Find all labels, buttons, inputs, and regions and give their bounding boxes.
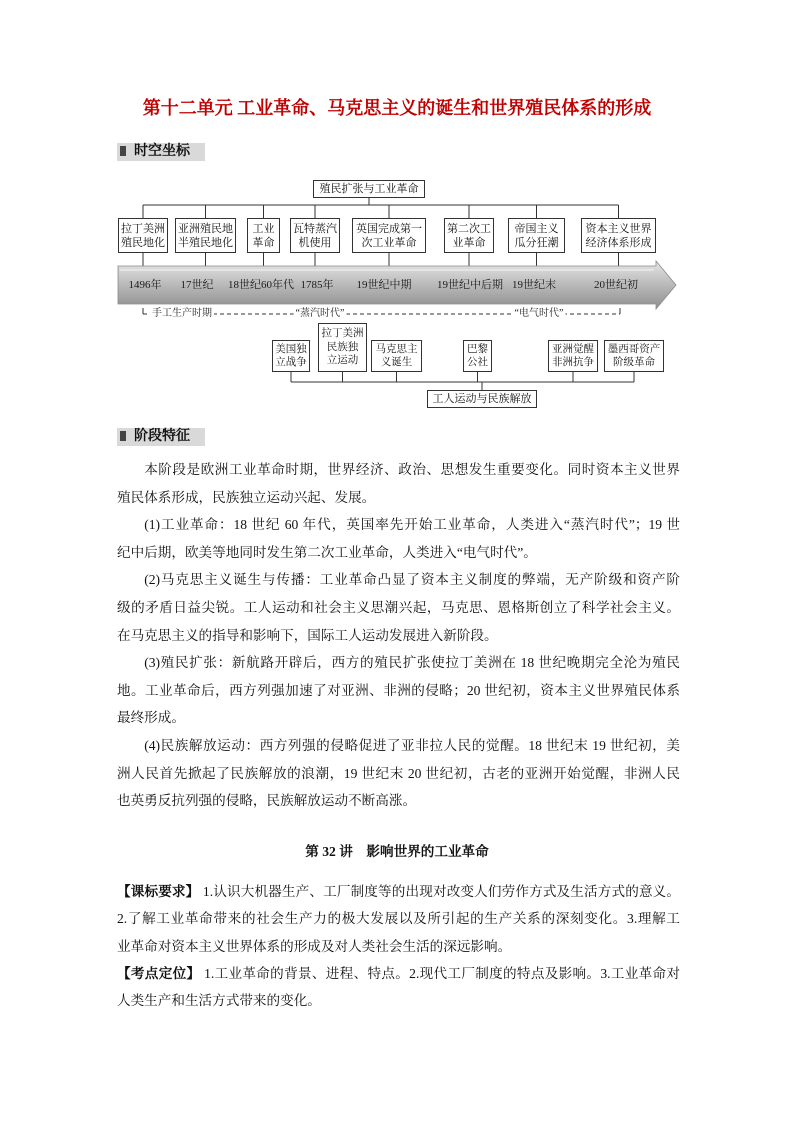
movement-box-asia-africa-awakening [548,340,598,372]
event-text: 次工业革命 [361,236,417,249]
movement-text: 拉丁美洲 [321,328,364,340]
timeline-date: 1785年 [300,279,334,291]
timeline-date: 19世纪末 [512,279,556,291]
requirements-block [117,878,680,1014]
event-box-second-industrial-revolution [444,218,494,253]
movement-text: 马克思主 [375,343,418,355]
paragraph-line: 最终形成。 [117,710,185,726]
paragraph-line: 地。工业革命后，西方列强加速了对亚洲、非洲的侵略；20 世纪初，资本主义世界殖民体系 [117,682,680,698]
timeline-date: 18世纪60年代 [228,279,294,291]
movement-text: 巴黎 [467,343,488,355]
requirements-line: 2.了解工业革命带来的社会生产力的极大发展以及所引起的生产关系的深刻变化。3.理解工 [117,911,680,927]
paragraph-line: (1)工业革命：18 世纪 60 年代，英国率先开始工业革命，人类进入“蒸汽时代”；19 世 [144,517,680,533]
paragraph-line: 在马克思主义的指导和影响下，国际工人运动发展进入新阶段。 [117,627,498,643]
timeline-date: 20世纪初 [594,279,638,291]
movement-text: 公社 [467,357,488,368]
event-text: 帝国主义 [514,222,559,235]
movement-text: 阶级革命 [613,357,655,368]
exam-points-line: 人类生产和生活方式带来的变化。 [117,993,321,1009]
event-text: 工业 [252,222,275,235]
movement-text: 美国独 [275,343,307,355]
event-box-asia-colonization [175,218,236,253]
movement-box-marxism-birth [371,340,422,372]
event-text: 革命 [252,236,275,249]
top-label-text: 殖民扩张与工业革命 [319,183,419,195]
unit-title: 第十二单元 工业革命、马克思主义的诞生和世界殖民体系的形成 [142,98,652,118]
movement-box-latin-america-independence [318,323,367,372]
bottom-label-box [427,390,537,408]
paragraph-line: 级的矛盾日益尖锐。工人运动和社会主义思潮兴起，马克思、恩格斯创立了科学社会主义。 [117,599,680,615]
event-text: 英国完成第一 [356,222,422,235]
square-bullet-icon [120,431,126,441]
event-box-watt-steam-engine [290,218,340,253]
event-box-industrial-revolution [247,218,280,253]
movement-text: 民族独 [326,341,359,353]
timeline-date: 19世纪中后期 [437,279,503,291]
event-text: 业革命 [452,236,486,249]
timeline-date: 1496年 [128,279,162,291]
paragraph-line: (3)殖民扩张：新航路开辟后，西方的殖民扩张使拉丁美洲在 18 世纪晚期完全沦为殖民 [144,655,680,671]
period-label-electric-age: “电气时代” [514,308,564,319]
period-label-steam-age: “蒸汽时代” [295,308,345,319]
requirements-label: 【课标要求】 [117,884,200,899]
event-text: 资本主义世界 [585,222,652,235]
movement-box-mexican-revolution [604,340,664,372]
movement-box-american-independence [272,340,310,372]
event-text: 殖民地化 [121,236,165,249]
movement-text: 立战争 [275,357,307,368]
event-text: 亚洲殖民地 [178,222,233,235]
movement-text: 墨西哥资产 [607,343,661,355]
event-text: 经济体系形成 [585,236,652,249]
movement-box-paris-commune [463,340,492,372]
event-box-latin-america-colonization [118,218,168,253]
paragraph-line: 洲人民首先掀起了民族解放的浪潮，19 世纪末 20 世纪初，古老的亚洲开始觉醒，非洲人民 [117,765,680,781]
period-label-handicraft: 手工生产时期 [152,308,212,319]
movement-text: 亚洲觉醒 [552,343,594,355]
section-header-stage [117,428,205,446]
paragraph-line: 本阶段是欧洲工业革命时期，世界经济、政治、思想发生重要变化。同时资本主义世界 [144,462,680,477]
exam-points-line [117,960,680,987]
movement-text: 立运动 [326,355,359,367]
event-text: 瓦特蒸汽 [293,222,337,235]
event-text: 半殖民地化 [178,236,233,249]
paragraph-line: (4)民族解放运动：西方列强的侵略促进了亚非拉人民的觉醒。18 世纪末 19 世纪初，美 [144,737,680,753]
event-box-imperialist-partition [508,218,565,253]
paragraph-line: (2)马克思主义诞生与传播：工业革命凸显了资本主义制度的弊端，无产阶级和资产阶 [144,572,680,588]
requirements-text: 1.认识大机器生产、工厂制度等的出现对改变人们劳作方式及生活方式的意义。 [199,884,680,899]
section-title: 阶段特征 [134,429,190,444]
event-text: 瓜分狂潮 [514,236,559,249]
movement-text: 义诞生 [380,357,413,368]
exam-points-label: 【考点定位】 [117,965,201,981]
paragraph-line: 纪中后期，欧美等地同时发生第二次工业革命，人类进入“电气时代”。 [117,544,537,560]
event-text: 拉丁美洲 [121,222,165,235]
movement-text: 非洲抗争 [552,357,594,368]
event-box-britain-completes-first-revolution [352,218,426,253]
event-text: 机使用 [298,236,332,249]
event-text: 第二次工 [447,222,491,235]
timeline-date: 17世纪 [180,279,214,291]
timeline-date: 19世纪中期 [356,279,412,291]
requirements-line: 业革命对资本主义世界体系的形成及对人类社会生活的深远影响。 [117,938,512,954]
paragraph-line: 也英勇反抗列强的侵略，民族解放运动不断高涨。 [117,793,417,809]
section-title: 时空坐标 [134,144,190,159]
exam-points-text: 1.工业革命的背景、进程、特点。2.现代工厂制度的特点及影响。3.工业革命对 [200,965,681,981]
top-label-box [313,180,425,198]
lecture-title: 第 32 讲 影响世界的工业革命 [305,844,489,859]
event-box-world-economic-system [581,218,656,253]
stage-features-text [117,456,680,815]
paragraph-line: 殖民体系形成，民族独立运动兴起、发展。 [117,489,376,505]
bottom-label-text: 工人运动与民族解放 [432,393,532,405]
requirements-line [117,878,680,905]
